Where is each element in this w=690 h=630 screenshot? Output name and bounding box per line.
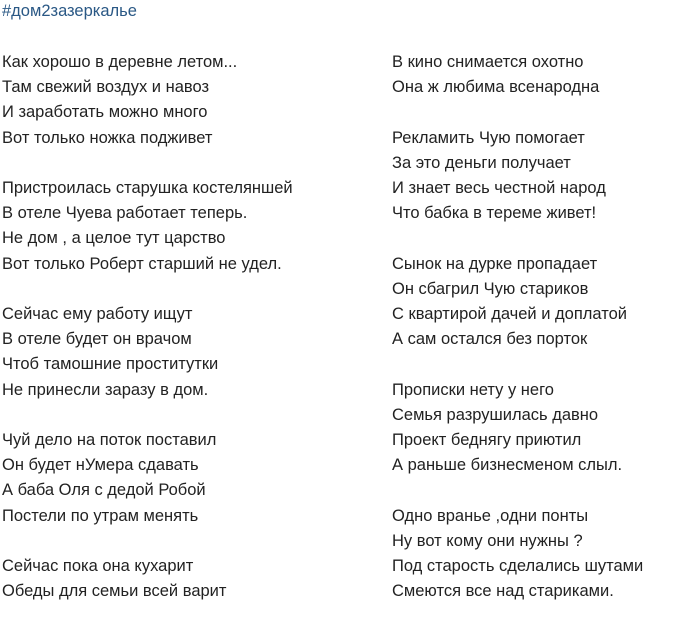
poem-line: Чуй дело на поток поставил (2, 431, 217, 449)
poem-line: Одно вранье ,одни понты (392, 506, 589, 525)
poem-line: Как хорошо в деревне летом... (2, 53, 238, 71)
poem-line: Проект беднягу приютил (392, 431, 582, 449)
poem-line: Он будет нУмера сдавать (2, 456, 199, 475)
poem-line: Сынок на дурке пропадает (392, 254, 598, 273)
poem-line: Постели по утрам менять (2, 506, 199, 525)
poem-line: Там свежий воздух и навоз (2, 78, 210, 97)
poem-line: Чтоб тамошние проститутки (2, 355, 219, 374)
poem-line: Прописки нету у него (392, 380, 554, 399)
poem-line: А сам остался без порток (392, 330, 588, 349)
poem-line: В кино снимается охотно (392, 53, 584, 71)
poem-line: Под старость сделались шутами (392, 557, 644, 575)
poem-line: Он сбагрил Чую стариков (392, 279, 589, 298)
poem-line: Пристроилась старушка костеляншей (2, 179, 293, 197)
poem-line: В отеле Чуева работает теперь. (2, 204, 248, 223)
poem-stanza (2, 176, 372, 277)
poem-stanza (2, 302, 372, 403)
poem-line: А раньше бизнесменом слыл. (392, 456, 623, 475)
poem-stanza (2, 554, 372, 604)
poem-stanza (392, 126, 688, 227)
poem-line: Сейчас ему работу ищут (2, 305, 193, 323)
poem-line: А баба Оля с дедой Робой (2, 481, 206, 500)
poem-stanza (392, 50, 688, 100)
poem-stanza (392, 504, 688, 605)
poem-line: Вот только Роберт старший не удел. (2, 254, 282, 273)
poem-stanza (392, 378, 688, 479)
poem-line: Вот только ножка подживет (2, 128, 213, 147)
poem-line: Семья разрушилась давно (392, 405, 599, 424)
poem-line: И знает весь честной народ (392, 179, 606, 197)
poem-line: Она ж любима всенародна (392, 78, 600, 97)
poem-stanza (2, 50, 372, 151)
poem-line: Обеды для семьи всей варит (2, 582, 227, 601)
poem-stanza (2, 428, 372, 529)
poem-line: В отеле будет он врачом (2, 330, 192, 349)
poem-line: Не дом , а целое тут царство (2, 229, 226, 248)
poem-line: Рекламить Чую помогает (392, 128, 585, 147)
poem-line: И заработать можно много (2, 103, 208, 122)
poem-right-column (392, 50, 688, 630)
poem-left-column (2, 50, 372, 630)
poem-stanza (392, 252, 688, 353)
poem-line: Сейчас пока она кухарит (2, 557, 194, 575)
poem-line: Смеются все над стариками. (392, 582, 614, 601)
hashtag-link[interactable]: #дом2зазеркалье (2, 2, 137, 20)
poem-line: Ну вот кому они нужны ? (392, 531, 583, 550)
poem-line: Что бабка в тереме живет! (392, 204, 597, 223)
poem-line: Не принесли заразу в дом. (2, 380, 209, 399)
poem-line: За это деньги получает (392, 153, 571, 172)
poem-line: С квартирой дачей и доплатой (392, 305, 627, 323)
